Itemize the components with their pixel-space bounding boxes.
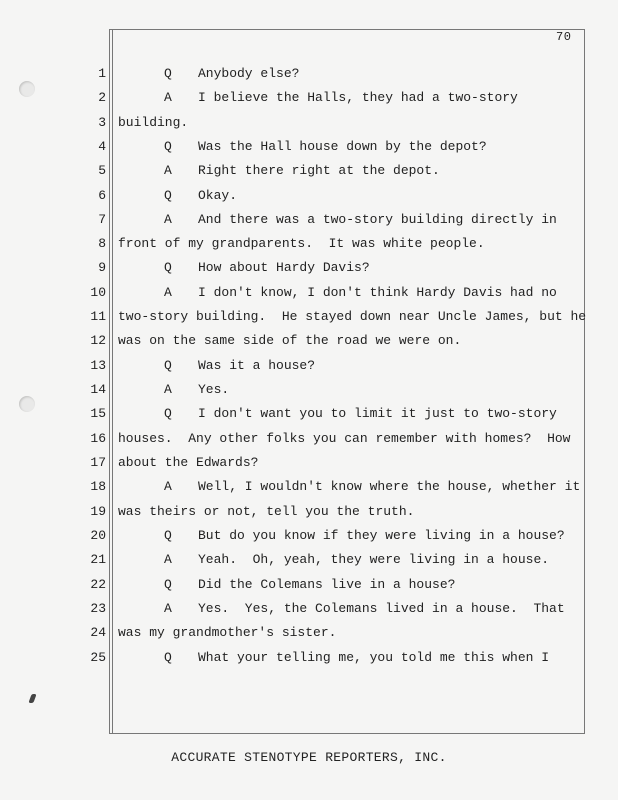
speaker-label: A xyxy=(164,285,172,300)
line-text: Right there right at the depot. xyxy=(198,163,440,178)
speaker-label: Q xyxy=(164,358,172,373)
speaker-label: Q xyxy=(164,577,172,592)
speaker-label: A xyxy=(164,163,172,178)
line-text: Okay. xyxy=(198,188,238,203)
speaker-label: Q xyxy=(164,528,172,543)
line-number: 22 xyxy=(90,577,106,592)
speaker-label: A xyxy=(164,552,172,567)
line-text: was theirs or not, tell you the truth. xyxy=(118,504,415,519)
line-number: 7 xyxy=(98,212,106,227)
line-number: 11 xyxy=(90,309,106,324)
line-text: What your telling me, you told me this when I xyxy=(198,650,550,665)
line-text: about the Edwards? xyxy=(118,455,259,470)
frame-left-border xyxy=(109,29,110,734)
line-text: Yes. Yes, the Colemans lived in a house. That xyxy=(198,601,565,616)
speaker-label: Q xyxy=(164,650,172,665)
line-text: was on the same side of the road we were on. xyxy=(118,333,462,348)
frame-left-inner-border xyxy=(112,29,113,734)
line-number: 14 xyxy=(90,382,106,397)
binder-hole xyxy=(19,396,35,412)
line-number: 17 xyxy=(90,455,106,470)
line-text: two-story building. He stayed down near Uncle James, but he xyxy=(118,309,587,324)
speaker-label: Q xyxy=(164,260,172,275)
line-text: Yeah. Oh, yeah, they were living in a house. xyxy=(198,552,550,567)
frame-right-border xyxy=(584,29,585,734)
line-text: And there was a two-story building directly in xyxy=(198,212,557,227)
speaker-label: Q xyxy=(164,66,172,81)
line-number: 18 xyxy=(90,479,106,494)
binder-hole xyxy=(19,81,35,97)
line-number: 6 xyxy=(98,188,106,203)
speaker-label: Q xyxy=(164,406,172,421)
line-text: houses. Any other folks you can remember with homes? How xyxy=(118,431,571,446)
line-number: 23 xyxy=(90,601,106,616)
line-number: 21 xyxy=(90,552,106,567)
line-text: I don't want you to limit it just to two-story xyxy=(198,406,557,421)
frame-top-border xyxy=(109,29,585,30)
line-text: building. xyxy=(118,115,189,130)
speaker-label: Q xyxy=(164,139,172,154)
line-text: I don't know, I don't think Hardy Davis had no xyxy=(198,285,557,300)
speaker-label: A xyxy=(164,479,172,494)
line-text: I believe the Halls, they had a two-story xyxy=(198,90,518,105)
line-number: 19 xyxy=(90,504,106,519)
line-number: 5 xyxy=(98,163,106,178)
line-number: 4 xyxy=(98,139,106,154)
speaker-label: A xyxy=(164,212,172,227)
reporter-footer: ACCURATE STENOTYPE REPORTERS, INC. xyxy=(171,750,447,765)
line-text: Yes. xyxy=(198,382,230,397)
line-number: 8 xyxy=(98,236,106,251)
line-number: 24 xyxy=(90,625,106,640)
line-number: 12 xyxy=(90,333,106,348)
speaker-label: Q xyxy=(164,188,172,203)
line-number: 9 xyxy=(98,260,106,275)
line-text: Well, I wouldn't know where the house, whether it xyxy=(198,479,581,494)
speaker-label: A xyxy=(164,601,172,616)
line-number: 3 xyxy=(98,115,106,130)
ink-mark xyxy=(28,694,36,703)
line-text: was my grandmother's sister. xyxy=(118,625,337,640)
line-number: 16 xyxy=(90,431,106,446)
line-text: front of my grandparents. It was white people. xyxy=(118,236,485,251)
page-number: 70 xyxy=(556,30,572,44)
line-text: How about Hardy Davis? xyxy=(198,260,370,275)
line-number: 2 xyxy=(98,90,106,105)
speaker-label: A xyxy=(164,382,172,397)
line-number: 15 xyxy=(90,406,106,421)
line-number: 10 xyxy=(90,285,106,300)
line-number: 13 xyxy=(90,358,106,373)
line-number: 20 xyxy=(90,528,106,543)
line-text: But do you know if they were living in a house? xyxy=(198,528,565,543)
line-text: Was it a house? xyxy=(198,358,316,373)
line-text: Did the Colemans live in a house? xyxy=(198,577,456,592)
line-number: 1 xyxy=(98,66,106,81)
line-text: Anybody else? xyxy=(198,66,300,81)
speaker-label: A xyxy=(164,90,172,105)
line-text: Was the Hall house down by the depot? xyxy=(198,139,487,154)
frame-bottom-border xyxy=(109,733,585,734)
line-number: 25 xyxy=(90,650,106,665)
